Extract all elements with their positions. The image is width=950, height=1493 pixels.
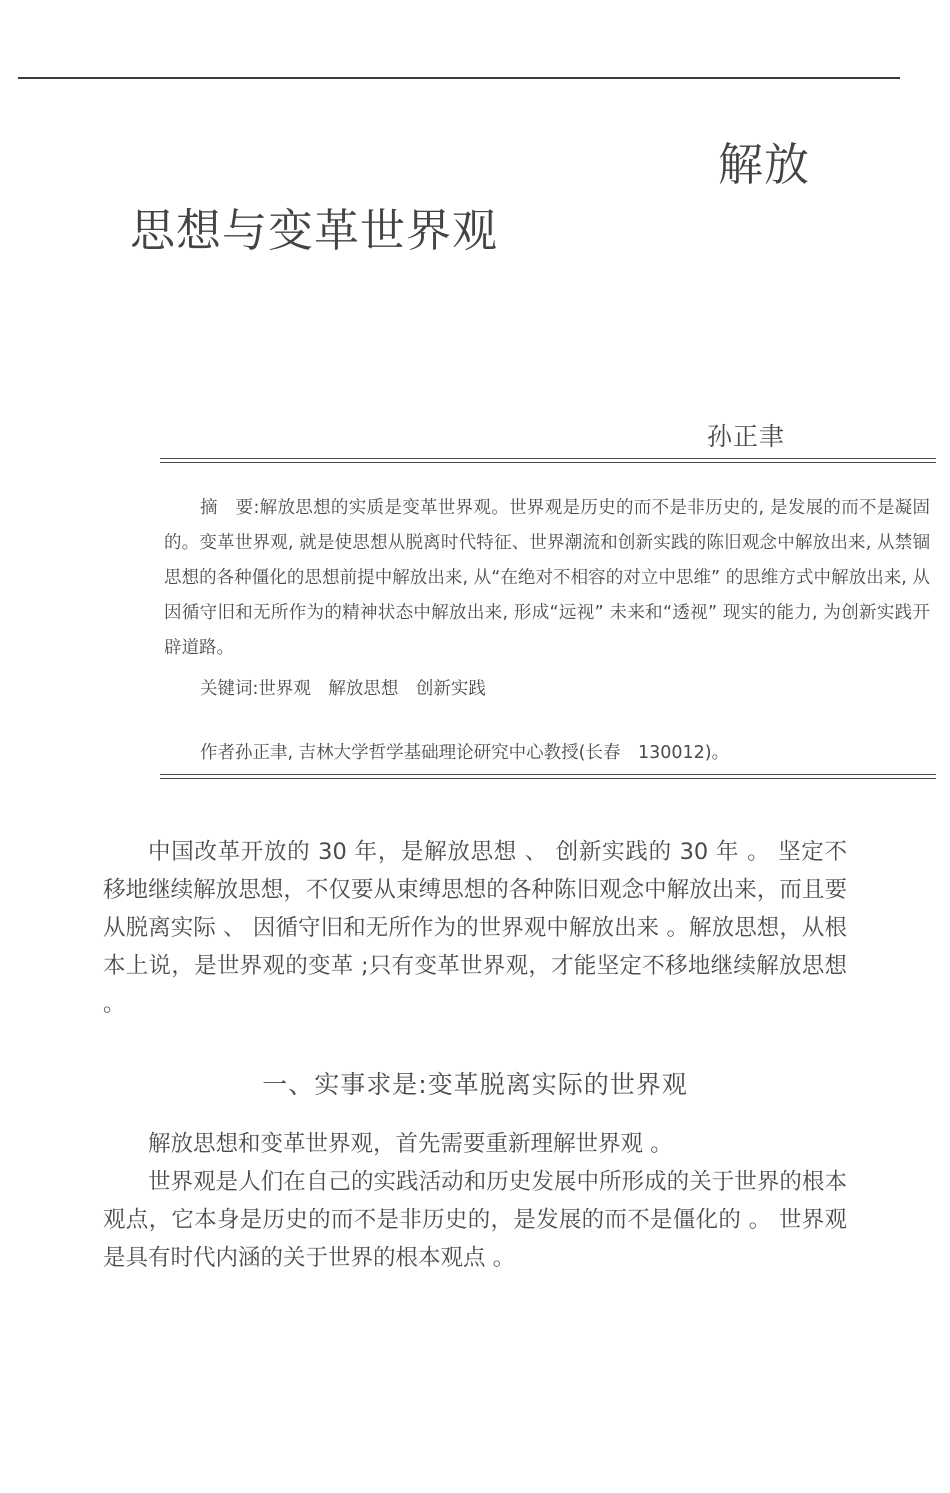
abstract-bottom-rule xyxy=(160,774,936,779)
abstract-body xyxy=(160,463,936,719)
title-line-first: 解放 xyxy=(717,138,810,191)
section-heading-1: 一、实事求是:变革脱离实际的世界观 xyxy=(262,1070,688,1099)
keywords-text: 关键词:世界观 解放思想 创新实践 xyxy=(200,679,486,699)
body-paragraph-3: 世界观是人们在自己的实践活动和历史发展中所形成的关于世界的根本观点，它本身是历史的而不是非历史的，是发展的而不是僵化的 。 世界观是具有时代内涵的关于世界的根本观点 。 xyxy=(103,1169,847,1271)
affiliation-wrap xyxy=(160,719,936,774)
affiliation-text: 作者孙正聿, 吉林大学哲学基础理论研究中心教授(长春 130012)。 xyxy=(200,743,730,763)
title-line-second: 思想与变革世界观 xyxy=(130,204,499,257)
abstract-text: 摘 要:解放思想的实质是变革世界观。世界观是历史的而不是非历史的, 是发展的而不是凝固的。变革世界观, 就是使思想从脱离时代特征、世界潮流和创新实践的陈旧观念中解放出来, 从禁锢思想的各种僵化的思想前提中解放出来, 从“在绝对不相容的对立中思维” 的思维方式中解放出来, 从因循守旧和无所作为的精神状态中解放出来, 形成“远视” 未来和“透视” 现实的能力, 为创新实践开辟道路。 xyxy=(164,498,930,658)
article-body xyxy=(103,833,847,1277)
abstract-block xyxy=(160,458,936,779)
article-title xyxy=(0,132,950,264)
body-paragraph-2: 解放思想和变革世界观，首先需要重新理解世界观 。 xyxy=(148,1131,673,1157)
header-rule xyxy=(18,77,900,79)
author-name: 孙正聿 xyxy=(706,422,785,451)
body-paragraph-1: 中国改革开放的 30 年，是解放思想 、 创新实践的 30 年 。 坚定不移地继续解放思想，不仅要从束缚思想的各种陈旧观念中解放出来，而且要从脱离实际 、 因循守旧和无所作为的世界观中解放出来 。解放思想，从根本上说，是世界观的变革 ;只有变革世界观，才能坚定不移地继续解放思想 。 xyxy=(103,839,847,1017)
